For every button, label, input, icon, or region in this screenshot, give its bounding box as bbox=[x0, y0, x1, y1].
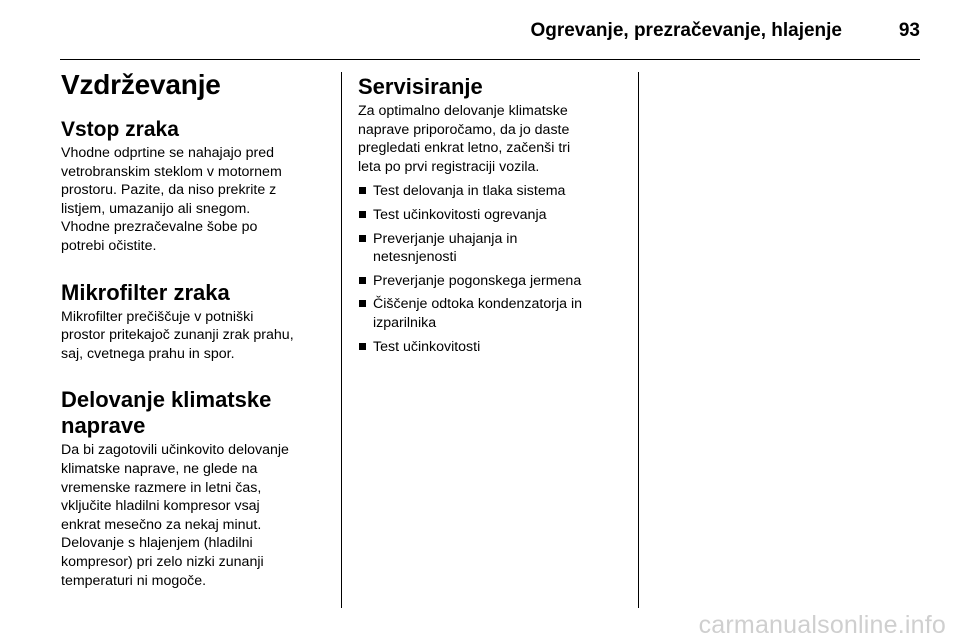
list-item bbox=[358, 182, 620, 201]
column-divider-left bbox=[341, 72, 342, 608]
watermark: carmanualsonline.info bbox=[698, 611, 946, 639]
column-divider-right bbox=[638, 72, 639, 608]
text-line: Da bi zagotovili učinkovito delovanje bbox=[61, 442, 289, 459]
section-heading-microfilter: Mikrofilter zraka bbox=[61, 279, 230, 305]
text-line: vključite hladilni kompresor vsaj bbox=[61, 498, 260, 515]
list-item-text: Čiščenje odtoka kondenzatorja in bbox=[373, 296, 583, 313]
text-line: kompresor) pri zelo nizki zunanji bbox=[61, 553, 264, 570]
ac-operation-text bbox=[61, 441, 331, 590]
text-line: vetrobranskim steklom v motornem bbox=[61, 163, 282, 180]
list-item-text: Preverjanje pogonskega jermena bbox=[373, 272, 582, 289]
section-heading-ac-operation bbox=[61, 387, 331, 439]
text-line: klimatske naprave, ne glede na bbox=[61, 460, 258, 477]
text-line: enkrat mesečno za nekaj minut. bbox=[61, 516, 262, 533]
heading-line: naprave bbox=[61, 413, 146, 439]
servicing-text bbox=[358, 102, 620, 176]
square-bullet-icon bbox=[359, 343, 366, 350]
chapter-title: Vzdrževanje bbox=[61, 69, 221, 100]
list-item-text: izparilnika bbox=[373, 314, 437, 331]
air-intake-text bbox=[61, 144, 331, 256]
microfilter-text bbox=[61, 308, 331, 364]
square-bullet-icon bbox=[359, 211, 366, 218]
text-line: temperaturi ni mogoče. bbox=[61, 572, 207, 589]
square-bullet-icon bbox=[359, 187, 366, 194]
text-line: prostoru. Pazite, da niso prekrite z bbox=[61, 182, 277, 199]
list-item bbox=[358, 230, 620, 267]
list-item-text: Test delovanja in tlaka sistema bbox=[373, 183, 566, 200]
text-line: Mikrofilter prečiščuje v potniški bbox=[61, 308, 254, 325]
text-line: Vhodne prezračevalne šobe po bbox=[61, 219, 258, 236]
text-line: naprave priporočamo, da jo daste bbox=[358, 121, 570, 138]
left-column bbox=[61, 68, 331, 590]
section-heading-servicing: Servisiranje bbox=[358, 74, 483, 99]
text-line: Za optimalno delovanje klimatske bbox=[358, 103, 568, 119]
text-line: Delovanje s hlajenjem (hladilni bbox=[61, 535, 253, 552]
list-item bbox=[358, 206, 620, 225]
list-item-text: Test učinkovitosti bbox=[373, 338, 481, 355]
square-bullet-icon bbox=[359, 277, 366, 284]
text-line: prostor pritekajoč zunanji zrak prahu, bbox=[61, 327, 294, 344]
list-item bbox=[358, 272, 620, 291]
square-bullet-icon bbox=[359, 300, 366, 307]
text-line: listjem, umazanijo ali snegom. bbox=[61, 200, 251, 217]
page-header bbox=[60, 14, 920, 50]
heading-line: Delovanje klimatske bbox=[61, 387, 272, 413]
list-item-text: netesnjenosti bbox=[373, 249, 457, 266]
list-item-text: Preverjanje uhajanja in bbox=[373, 230, 518, 247]
text-line: pregledati enkrat letno, začenši tri bbox=[358, 140, 571, 157]
square-bullet-icon bbox=[359, 235, 366, 242]
running-header-title: Ogrevanje, prezračevanje, hlajenje bbox=[530, 20, 842, 41]
middle-column bbox=[358, 68, 620, 361]
list-item bbox=[358, 338, 620, 357]
text-line: saj, cvetnega prahu in spor. bbox=[61, 345, 235, 362]
list-item-text: Test učinkovitosti ogrevanja bbox=[373, 206, 547, 223]
list-item bbox=[358, 295, 620, 332]
servicing-checklist bbox=[358, 182, 620, 356]
header-rule bbox=[60, 59, 920, 60]
page-number: 93 bbox=[898, 20, 920, 41]
text-line: potrebi očistite. bbox=[61, 237, 157, 254]
text-line: vremenske razmere in letni čas, bbox=[61, 479, 262, 496]
text-line: leta po prvi registraciji vozila. bbox=[358, 158, 540, 175]
text-line: Vhodne odprtine se nahajajo pred bbox=[61, 145, 274, 161]
section-heading-air-intake: Vstop zraka bbox=[61, 118, 179, 141]
